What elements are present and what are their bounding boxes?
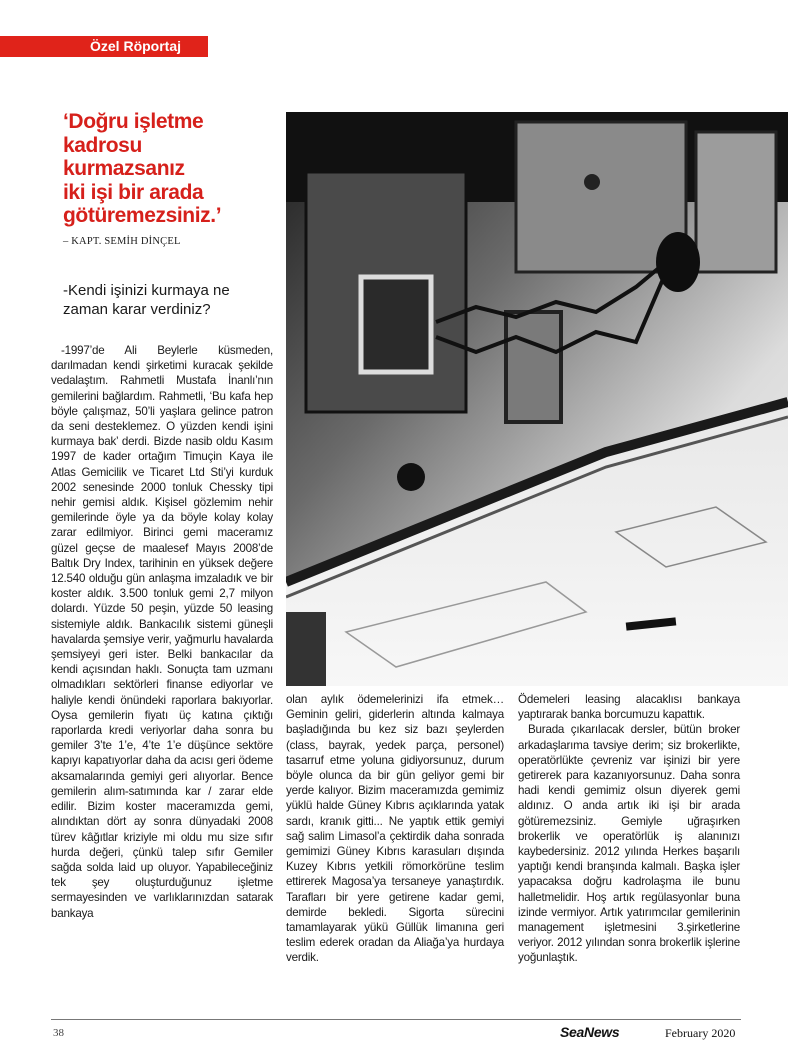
pull-quote bbox=[63, 110, 278, 228]
pull-quote-line: kurmazsanız bbox=[63, 157, 185, 180]
article-column-1 bbox=[51, 343, 273, 921]
interview-question: -Kendi işinizi kurmaya ne zaman karar verdiniz? bbox=[63, 282, 230, 318]
chart-room-photo bbox=[286, 112, 788, 686]
article-column-2 bbox=[286, 692, 504, 966]
paragraph: -1997’de Ali Beylerle küsmeden, darılmadan kendi şirketimi kuracak şekilde vedalaştım. Rahmetli Mustafa İnanlı’nın gemilerini bağlardım. Rahmetli, ‘Bu kafa hep böyle çalışmaz, 50’li yaşlara gelince patron da seni desteklemez. O yüzden kendi işini kurmaya bak’ derdi. Bizde nasib oldu Kasım 1997 de kader ortağım Timuçin Kaya ile Atlas Gemicilik ve Ticaret Ltd Sti’yi kurduk 2002 senesinde 2000 tonluk Chessky tipi nehir gemisi aldık. Kişisel gözlemim nehir gemilerinde öyle ya da böyle kolay kolay zarar edilmiyor. Birinci gemi maceramız güzel geçse de maalesef Mayıs 2008’de Baltık Dry Index, tarihinin en yüksek değere 12.540 olduğu gün anlaşma imzaladık ve bir koster aldık. 3.500 tonluk gemi 2,7 milyon dolardı. Yüzde 50 peşin, yüzde 50 leasing sistemiyle aldık. Bankacılık sistemi güneşli havalarda şemsiye verir, yağmurlu havalarda şemsiyeyi geri ister. Belki bankacılar da kendi açısından haklı. Sonuçta tam uzmanı olmadıkları sektörleri finanse ediyorlar ve haliyle kendi önündeki raporlara bakıyorlar. Oysa gemilerin fiyatı üç katına çıktığı raporlarda kredi veriyorlar daha sonra bu gemiler 3’te 1’e, 4’te 1’e düşünce sektöre kapıyı kapatıyorlar daha da acısı geri ödeme aksamalarında gemiyi geri alıyorlar. Bence gemilerin alım-satımında kar / zarar elde edilir. Bizim koster maceramızda gemi, alındıktan dört ay sonra dünyadaki 2008 türev kâğıtlar kriziyle mi oldu mu size sıfır hurda değeri, çünkü talep sıfır Gemiler sağda solda laid up oluyor. Yapabileceğiniz tek şey oluşturduğunuz işletme sermayesinden ve varlıklarınızdan satarak bankaya bbox=[51, 344, 273, 920]
magazine-logo: SeaNews bbox=[560, 1024, 620, 1040]
paragraph: olan aylık ödemelerinizi ifa etmek… Geminin geliri, giderlerin altında kalmaya başladığında bu kez siz bazı şeylerden (class, bayrak, yedek parça, personel) tasarruf etme yoluna gidiyorsunuz, durum böyle olunca da bir gün geliyor gemi bir yerde kalıyor. Bizim maceramızda gemimiz yüklü halde Güney Kıbrıs açıklarında yatak sardı, kranık gitti... Ne yaptık ettik gemiyi sağ salim Limasol’a çektirdik daha sonrada gemimizi Güney Kıbrıs karasuları dışında Kuzey Kıbrıs yetkili römorkörüne teslim ettirerek Magosa’ya tersaneye yanaştırdık. Tarafları bir yere getirene kadar gemi, demirde bekledi. Sigorta sürecini tamamlayarak yükü Güllük limanına geri teslim ederek oradan da Aliağa’ya hurdaya verdik. bbox=[286, 693, 504, 965]
quote-author: – KAPT. SEMİH DİNÇEL bbox=[63, 236, 181, 247]
paragraph: Burada çıkarılacak dersler, bütün broker arkadaşlarıma tavsiye derim; siz brokerlikte, operatörlükte çevreniz var işinizi bir yere getirerek para kazanıyorsunuz. Daha sonra hadi kendi gemimiz olsun diyerek gemi aldınız. O anda artık iki işi bir arada götüremezsiniz. Gemiyle uğraşırken brokerlik ve operatörlük iş alanınızı kaybedersiniz. 2012 yılında Herkes başarılı yaptığı kendi branşında kalmalı. Başka işler yapacaksa doğru kadrolaşma ile bunu halletmelidir. Hoş artık regülasyonlar buna izinde vermiyor. Artık yatırımcılar gemilerinin management işletmesini 3.şirketlerine veriyor. 2012 yılından sonra brokerlik işlerine yoğunlaştık. bbox=[518, 723, 740, 965]
pull-quote-line: götüremezsiniz.’ bbox=[63, 204, 222, 227]
pull-quote-line: iki işi bir arada bbox=[63, 180, 204, 204]
page-number: 38 bbox=[53, 1027, 64, 1039]
article-column-3 bbox=[518, 692, 740, 966]
section-tag: Özel Röportaj bbox=[0, 36, 208, 57]
paragraph: Ödemeleri leasing alacaklısı bankaya yaptırarak banka borcumuzu kapattık. bbox=[518, 693, 740, 722]
pull-quote-line: ‘Doğru işletme bbox=[63, 110, 204, 133]
pull-quote-line: kadrosu bbox=[63, 133, 142, 157]
footer-divider bbox=[51, 1019, 741, 1020]
issue-date: February 2020 bbox=[665, 1026, 736, 1040]
